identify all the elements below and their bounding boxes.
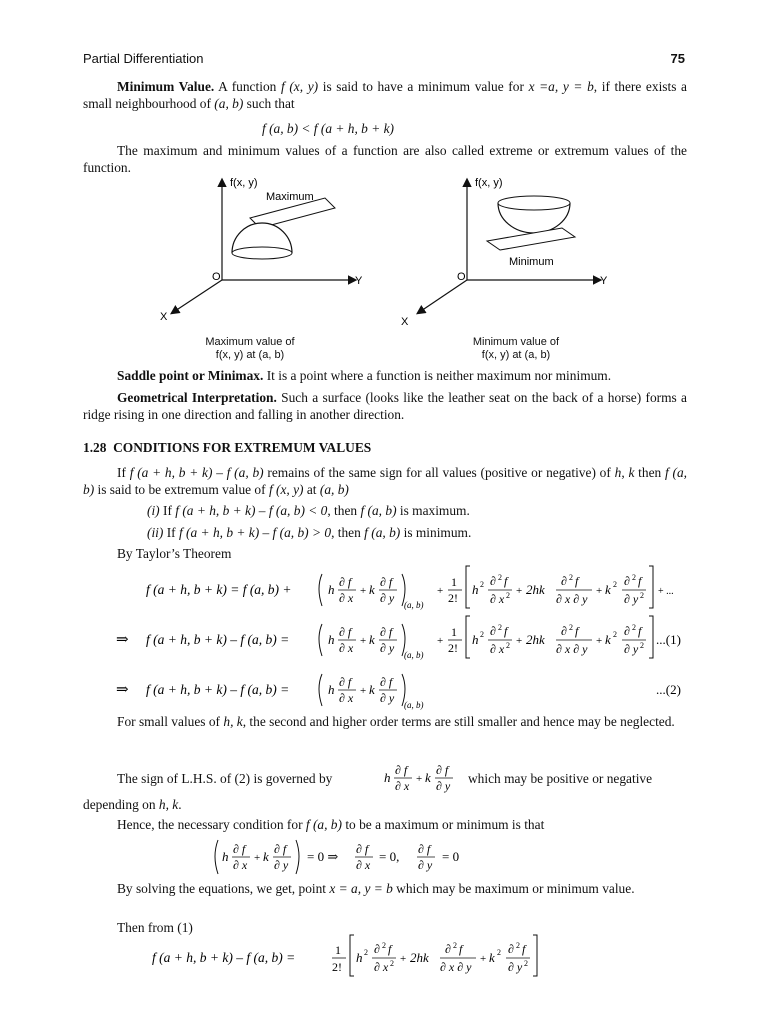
svg-text:+: + bbox=[360, 635, 367, 647]
svg-text:k: k bbox=[369, 682, 375, 697]
svg-text:∂ y: ∂ y bbox=[624, 642, 639, 656]
svg-text:2hk: 2hk bbox=[526, 582, 545, 597]
svg-text:k: k bbox=[489, 950, 495, 965]
paragraph-extreme-values: The maximum and minimum values of a function are also called extreme or extremum values of the function. bbox=[83, 143, 687, 175]
svg-text:+ ...: + ... bbox=[658, 586, 674, 597]
svg-text:2: 2 bbox=[497, 948, 501, 957]
svg-text:∂ x: ∂ x bbox=[339, 641, 354, 655]
svg-text:h: h bbox=[222, 849, 229, 864]
svg-text:∂ x: ∂ x bbox=[339, 691, 354, 705]
svg-text:f: f bbox=[575, 574, 579, 588]
svg-text:∂ x: ∂ x bbox=[339, 591, 354, 605]
svg-text:∂ y: ∂ y bbox=[436, 779, 451, 793]
label-minimum: Minimum bbox=[509, 256, 554, 268]
svg-text:+: + bbox=[596, 585, 603, 597]
svg-text:∂ x: ∂ x bbox=[395, 779, 410, 793]
svg-text:f: f bbox=[459, 942, 463, 956]
svg-text:∂: ∂ bbox=[624, 574, 630, 588]
svg-text:f: f bbox=[638, 624, 642, 638]
svg-text:∂ y: ∂ y bbox=[418, 858, 433, 872]
section-number: 1.28 bbox=[83, 440, 107, 455]
svg-text:∂ f: ∂ f bbox=[380, 575, 393, 589]
svg-text:+: + bbox=[360, 685, 367, 697]
chapter-title: Partial Differentiation bbox=[83, 51, 204, 66]
running-header bbox=[83, 50, 685, 68]
svg-text:∂ y: ∂ y bbox=[508, 960, 523, 974]
svg-text:f: f bbox=[388, 942, 392, 956]
x-axis-right bbox=[418, 280, 467, 313]
label-origin-right: O bbox=[457, 271, 466, 283]
svg-text:∂ y: ∂ y bbox=[380, 591, 395, 605]
svg-text:∂ x: ∂ x bbox=[233, 858, 248, 872]
svg-text:f: f bbox=[504, 574, 508, 588]
svg-text:∂: ∂ bbox=[490, 624, 496, 638]
svg-text:h: h bbox=[472, 582, 479, 597]
svg-text:2!: 2! bbox=[332, 960, 342, 974]
paragraph-minimum-value: Minimum Value. A function f (x, y) is said to have a minimum value for x =a, y = b, if there exists a small neighbourhood of (a, b) such that bbox=[83, 79, 688, 111]
figure-max-min-surfaces bbox=[150, 170, 620, 330]
paragraph-necessary-condition: Hence, the necessary condition for f (a, b) to be a maximum or minimum is that bbox=[117, 817, 545, 832]
label-z-left: f(x, y) bbox=[230, 177, 258, 189]
text-sign-continuation: which may be positive or negative bbox=[468, 771, 653, 786]
caption-maximum: Maximum value of f(x, y) at (a, b) bbox=[205, 336, 295, 361]
svg-text:∂ y: ∂ y bbox=[380, 691, 395, 705]
svg-text:∂ y: ∂ y bbox=[624, 592, 639, 606]
svg-text:2: 2 bbox=[632, 623, 636, 632]
equation-minimum-condition: f (a, b) < f (a + h, b + k) bbox=[262, 121, 394, 136]
svg-text:2: 2 bbox=[640, 591, 644, 600]
svg-text:1: 1 bbox=[451, 575, 457, 589]
x-axis-left bbox=[172, 280, 222, 313]
label-x-right: X bbox=[401, 316, 409, 328]
svg-text:k: k bbox=[605, 582, 611, 597]
svg-text:2: 2 bbox=[506, 641, 510, 650]
svg-text:h: h bbox=[328, 632, 335, 647]
svg-text:2: 2 bbox=[390, 959, 394, 968]
svg-text:2: 2 bbox=[498, 623, 502, 632]
svg-text:∂ x: ∂ x bbox=[356, 858, 371, 872]
paragraph-extremum-definition: If f (a + h, b + k) – f (a, b) remains of the same sign for all values (positive or negative) of h, k then f (a, b) is said to be extremum value of f (x, y) at (a, b) bbox=[83, 465, 687, 497]
svg-text:⇒: ⇒ bbox=[116, 682, 129, 698]
svg-text:∂ f: ∂ f bbox=[380, 625, 393, 639]
label-maximum: Maximum bbox=[266, 191, 314, 203]
svg-text:+: + bbox=[360, 585, 367, 597]
svg-text:...(1): ...(1) bbox=[656, 632, 681, 647]
svg-text:⇒: ⇒ bbox=[116, 632, 129, 648]
svg-text:∂ f: ∂ f bbox=[395, 763, 408, 777]
page-number: 75 bbox=[670, 51, 685, 66]
svg-text:+: + bbox=[400, 953, 407, 965]
svg-text:∂ x ∂ y: ∂ x ∂ y bbox=[440, 960, 472, 974]
svg-text:∂: ∂ bbox=[508, 942, 514, 956]
svg-text:2: 2 bbox=[632, 573, 636, 582]
svg-text:∂: ∂ bbox=[374, 942, 380, 956]
svg-text:2!: 2! bbox=[448, 641, 458, 655]
svg-text:∂: ∂ bbox=[624, 624, 630, 638]
svg-text:∂ f: ∂ f bbox=[436, 763, 449, 777]
paragraph-sign-governed: The sign of L.H.S. of (2) is governed by bbox=[117, 771, 333, 786]
svg-text:f: f bbox=[575, 624, 579, 638]
figure-maximum bbox=[160, 177, 363, 323]
svg-text:∂ f: ∂ f bbox=[418, 842, 431, 856]
svg-text:f: f bbox=[504, 624, 508, 638]
svg-text:(a, b): (a, b) bbox=[404, 650, 424, 660]
svg-text:2: 2 bbox=[524, 959, 528, 968]
svg-text:∂ f: ∂ f bbox=[380, 675, 393, 689]
svg-text:h: h bbox=[328, 582, 335, 597]
svg-text:+: + bbox=[437, 635, 444, 647]
equation-taylor-expansion bbox=[146, 566, 674, 610]
taylor-equations bbox=[110, 562, 690, 712]
svg-text:∂ f: ∂ f bbox=[356, 842, 369, 856]
svg-text:h: h bbox=[356, 950, 363, 965]
svg-text:...(2): ...(2) bbox=[656, 682, 681, 697]
svg-text:= 0 ⇒: = 0 ⇒ bbox=[307, 849, 339, 864]
label-x-left: X bbox=[160, 311, 168, 323]
svg-text:f: f bbox=[638, 574, 642, 588]
svg-text:∂ f: ∂ f bbox=[339, 625, 352, 639]
text-then-from-1: Then from (1) bbox=[117, 920, 193, 935]
svg-text:∂ f: ∂ f bbox=[339, 675, 352, 689]
svg-text:2: 2 bbox=[382, 941, 386, 950]
section-title: CONDITIONS FOR EXTREMUM VALUES bbox=[113, 440, 372, 455]
svg-text:∂ x: ∂ x bbox=[490, 592, 505, 606]
svg-text:k: k bbox=[605, 632, 611, 647]
svg-text:(a, b): (a, b) bbox=[404, 600, 424, 610]
svg-text:∂: ∂ bbox=[490, 574, 496, 588]
svg-text:f (a + h, b + k) – f (a, b) =: f (a + h, b + k) – f (a, b) = bbox=[146, 632, 290, 647]
svg-text:2: 2 bbox=[498, 573, 502, 582]
svg-text:+: + bbox=[437, 585, 444, 597]
caption-minimum: Minimum value of f(x, y) at (a, b) bbox=[472, 336, 560, 361]
svg-text:∂ f: ∂ f bbox=[233, 842, 246, 856]
svg-text:∂: ∂ bbox=[561, 574, 567, 588]
svg-text:2!: 2! bbox=[448, 591, 458, 605]
svg-text:2: 2 bbox=[516, 941, 520, 950]
svg-text:∂: ∂ bbox=[561, 624, 567, 638]
equation-1 bbox=[116, 616, 681, 660]
svg-text:1: 1 bbox=[335, 943, 341, 957]
svg-text:h: h bbox=[384, 770, 391, 785]
svg-text:h: h bbox=[328, 682, 335, 697]
svg-text:∂ f: ∂ f bbox=[274, 842, 287, 856]
svg-text:∂: ∂ bbox=[445, 942, 451, 956]
figure-minimum bbox=[401, 177, 608, 328]
svg-text:∂ y: ∂ y bbox=[380, 641, 395, 655]
paragraph-solving-equations: By solving the equations, we get, point x = a, y = b which may be maximum or minimum value. bbox=[117, 881, 635, 896]
svg-text:k: k bbox=[369, 582, 375, 597]
svg-text:∂ y: ∂ y bbox=[274, 858, 289, 872]
svg-text:∂ f: ∂ f bbox=[339, 575, 352, 589]
svg-text:∂ x ∂ y: ∂ x ∂ y bbox=[556, 592, 588, 606]
term-minimum-value: Minimum Value. bbox=[117, 79, 215, 94]
svg-text:+: + bbox=[480, 953, 487, 965]
equation-2 bbox=[116, 674, 681, 710]
svg-text:2: 2 bbox=[613, 630, 617, 639]
svg-text:f (a + h, b + k) = f (a, b) +: f (a + h, b + k) = f (a, b) + bbox=[146, 582, 292, 597]
equation-necessary-condition bbox=[210, 834, 490, 882]
dome-base bbox=[232, 247, 292, 259]
svg-text:∂ x ∂ y: ∂ x ∂ y bbox=[556, 642, 588, 656]
taylor-theorem-label: By Taylor’s Theorem bbox=[117, 546, 232, 561]
svg-text:2hk: 2hk bbox=[410, 950, 429, 965]
condition-minimum: (ii) If f (a + h, b + k) – f (a, b) > 0, then f (a, b) is minimum. bbox=[147, 525, 472, 540]
svg-text:2: 2 bbox=[569, 573, 573, 582]
svg-text:= 0,: = 0, bbox=[379, 849, 400, 864]
svg-text:∂ x: ∂ x bbox=[374, 960, 389, 974]
paragraph-saddle-point: Saddle point or Minimax. It is a point where a function is neither maximum nor minimum. bbox=[117, 368, 612, 383]
svg-text:1: 1 bbox=[451, 625, 457, 639]
svg-text:f (a + h, b + k) – f (a, b) =: f (a + h, b + k) – f (a, b) = bbox=[146, 682, 290, 697]
svg-text:2: 2 bbox=[640, 641, 644, 650]
svg-text:2: 2 bbox=[569, 623, 573, 632]
svg-text:k: k bbox=[425, 770, 431, 785]
svg-text:2: 2 bbox=[453, 941, 457, 950]
text-depending: depending on h, k. bbox=[83, 797, 182, 812]
label-origin-left: O bbox=[212, 271, 221, 283]
svg-text:f: f bbox=[522, 942, 526, 956]
label-z-right: f(x, y) bbox=[475, 177, 503, 189]
svg-text:+: + bbox=[254, 852, 261, 864]
svg-text:f (a + h, b + k) – f (a, b) =: f (a + h, b + k) – f (a, b) = bbox=[152, 950, 296, 965]
svg-text:+: + bbox=[516, 635, 523, 647]
svg-text:2: 2 bbox=[506, 591, 510, 600]
equation-second-order bbox=[110, 932, 550, 982]
svg-text:2: 2 bbox=[480, 580, 484, 589]
svg-text:+: + bbox=[596, 635, 603, 647]
svg-text:= 0: = 0 bbox=[442, 849, 460, 864]
bowl-rim bbox=[498, 196, 570, 210]
svg-text:(a, b): (a, b) bbox=[404, 700, 424, 710]
svg-text:k: k bbox=[263, 849, 269, 864]
paragraph-geometrical-interpretation: Geometrical Interpretation. Such a surface (looks like the leather seat on the back of a horse) forms a ridge rising in one direction and falling in another direction. bbox=[83, 390, 687, 422]
label-y-left: Y bbox=[355, 275, 363, 287]
svg-text:2: 2 bbox=[364, 948, 368, 957]
svg-text:h: h bbox=[472, 632, 479, 647]
svg-text:+: + bbox=[516, 585, 523, 597]
label-y-right: Y bbox=[600, 275, 608, 287]
svg-text:2: 2 bbox=[613, 580, 617, 589]
svg-text:2: 2 bbox=[480, 630, 484, 639]
condition-maximum: (i) If f (a + h, b + k) – f (a, b) < 0, then f (a, b) is maximum. bbox=[147, 503, 470, 518]
svg-text:k: k bbox=[369, 632, 375, 647]
svg-text:2hk: 2hk bbox=[526, 632, 545, 647]
svg-text:∂ x: ∂ x bbox=[490, 642, 505, 656]
paragraph-small-values: For small values of h, k, the second and higher order terms are still smaller and hence may be neglected. bbox=[117, 714, 675, 729]
section-heading bbox=[83, 439, 687, 456]
svg-text:+: + bbox=[416, 773, 423, 785]
